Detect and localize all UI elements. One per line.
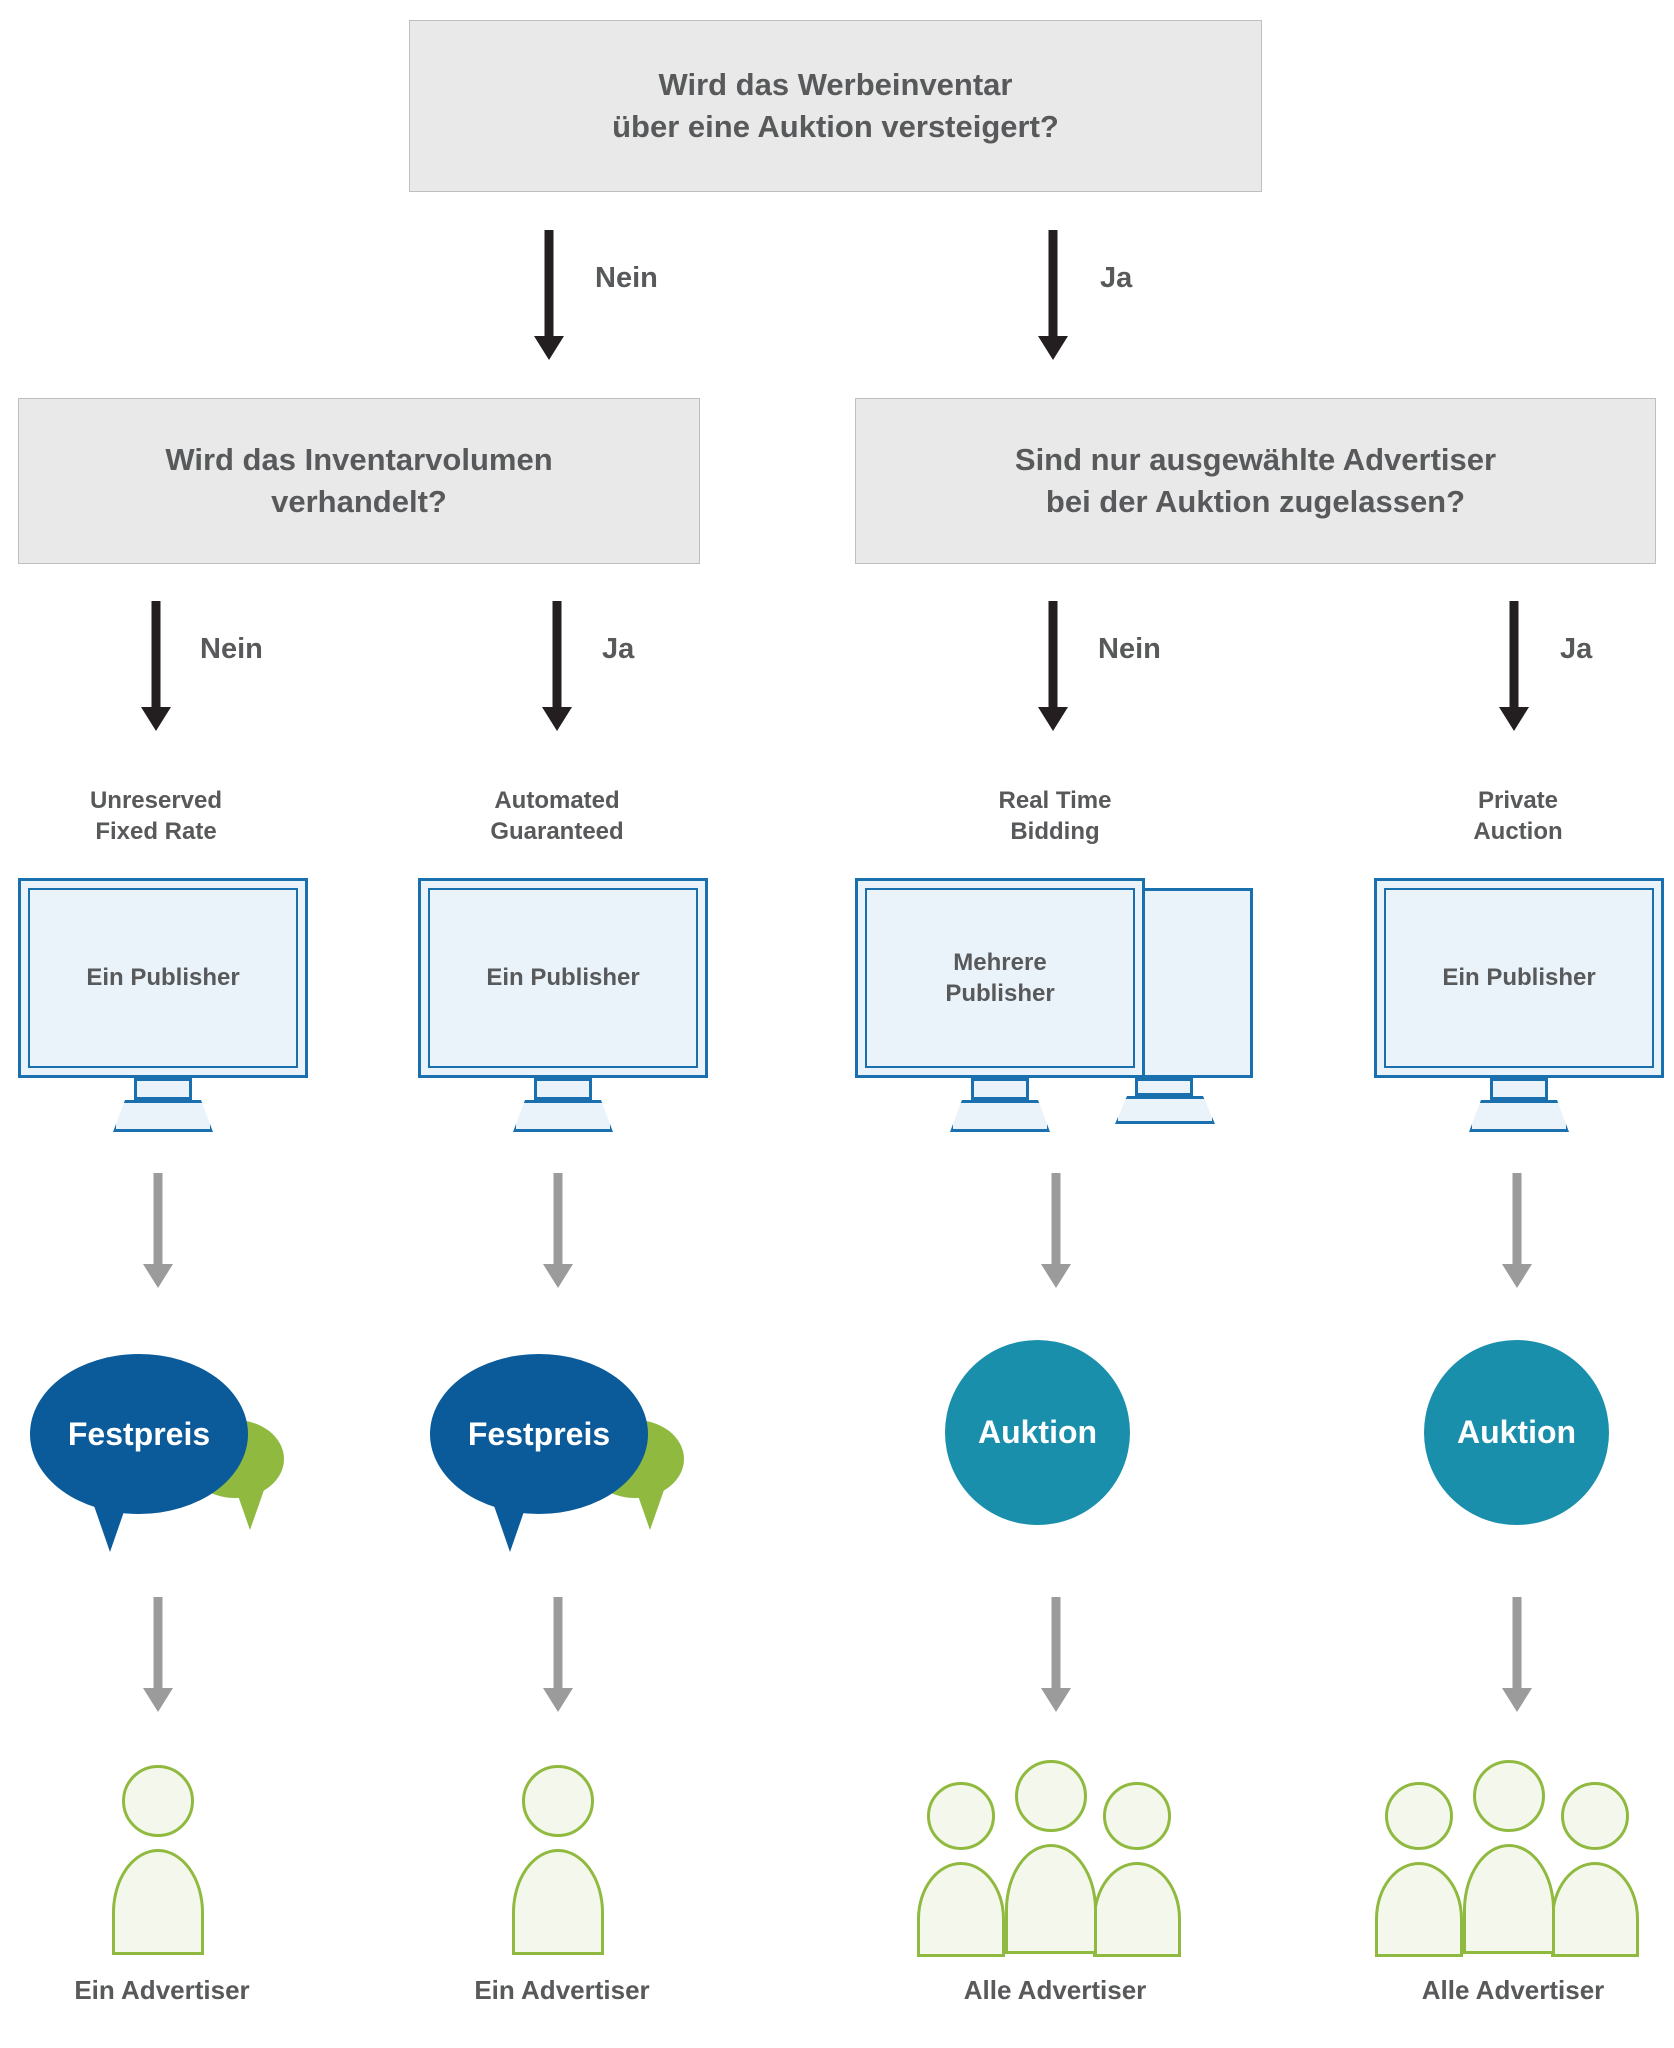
branch-title-line2: Auction <box>1473 818 1563 846</box>
person-icon <box>1549 1782 1645 1952</box>
pricing-private-auction <box>1424 1340 1644 1530</box>
branch-title-real-time-bidding <box>905 785 1205 847</box>
arrow-left-yes <box>537 601 577 731</box>
advertisers-automated-guaranteed <box>460 1765 660 1955</box>
person-icon <box>508 1765 608 1955</box>
pricing-automated-guaranteed <box>420 1340 690 1530</box>
question-left-line1: Wird das Inventarvolumen <box>165 442 553 478</box>
question-right-line2: bei der Auktion zugelassen? <box>1045 484 1466 519</box>
arrow-left-no <box>136 601 176 731</box>
edge-label-top-yes: Ja <box>1100 262 1133 294</box>
edge-label-right-no: Nein <box>1098 633 1161 665</box>
arrow-pricing-to-advertisers-1 <box>138 1597 178 1712</box>
pricing-bubble-main <box>945 1340 1130 1525</box>
arrow-monitor-to-pricing-4 <box>1497 1173 1537 1288</box>
branch-title-line2: Fixed Rate <box>95 818 217 846</box>
arrow-top-yes <box>1033 230 1073 360</box>
person-icon <box>1003 1760 1103 1955</box>
advertisers-label-unreserved-fixed-rate: Ein Advertiser <box>74 1975 250 2005</box>
publisher-label-line2: Publisher <box>945 980 1055 1007</box>
arrow-pricing-to-advertisers-3 <box>1036 1597 1076 1712</box>
publisher-label-line1: Mehrere <box>953 948 1047 976</box>
branch-title-line1: Real Time <box>998 787 1112 814</box>
arrow-top-no <box>529 230 569 360</box>
publisher-label-line1: Ein Publisher <box>486 964 640 992</box>
question-box-right <box>855 398 1656 564</box>
edge-label-top-no: Nein <box>595 262 658 294</box>
pricing-label: Auktion <box>1456 1414 1577 1450</box>
pricing-bubble-main <box>30 1354 248 1514</box>
monitor-private-auction <box>1374 878 1664 1128</box>
advertisers-real-time-bidding <box>905 1760 1205 1960</box>
person-icon <box>915 1782 1011 1952</box>
pricing-label: Auktion <box>977 1414 1098 1450</box>
advertisers-label-automated-guaranteed: Ein Advertiser <box>474 1975 650 2005</box>
question-right-line1: Sind nur ausgewählte Advertiser <box>1014 442 1497 478</box>
pricing-bubble-main-tail <box>92 1500 128 1552</box>
advertisers-private-auction <box>1363 1760 1663 1960</box>
branch-title-private-auction <box>1368 785 1668 847</box>
question-top-line2: über eine Auktion versteigert? <box>612 109 1059 144</box>
monitor-real-time-bidding-front <box>855 878 1145 1128</box>
question-left-line2: verhandelt? <box>271 484 447 519</box>
branch-title-line2: Guaranteed <box>490 818 624 846</box>
person-icon <box>108 1765 208 1955</box>
branch-title-automated-guaranteed <box>407 785 707 847</box>
arrow-right-yes <box>1494 601 1534 731</box>
arrow-monitor-to-pricing-2 <box>538 1173 578 1288</box>
person-icon <box>1461 1760 1561 1955</box>
advertisers-unreserved-fixed-rate <box>60 1765 260 1955</box>
pricing-bubble-accent-tail <box>236 1490 264 1530</box>
branch-title-line1: Private <box>1477 787 1559 814</box>
publisher-label-line1: Ein Publisher <box>1442 964 1596 992</box>
branch-title-line1: Automated <box>494 787 620 814</box>
monitor-automated-guaranteed <box>418 878 708 1128</box>
pricing-bubble-accent-tail <box>636 1490 664 1530</box>
arrow-right-no <box>1033 601 1073 731</box>
arrow-pricing-to-advertisers-4 <box>1497 1597 1537 1712</box>
arrow-monitor-to-pricing-1 <box>138 1173 178 1288</box>
person-icon <box>1091 1782 1187 1952</box>
monitor-unreserved-fixed-rate <box>18 878 308 1128</box>
arrow-pricing-to-advertisers-2 <box>538 1597 578 1712</box>
pricing-unreserved-fixed-rate <box>20 1340 290 1530</box>
pricing-bubble-main <box>1424 1340 1609 1525</box>
pricing-label: Festpreis <box>67 1415 211 1452</box>
pricing-bubble-main <box>430 1354 648 1514</box>
advertisers-label-private-auction: Alle Advertiser <box>1421 1975 1605 2005</box>
pricing-bubble-main-tail <box>492 1500 528 1552</box>
question-box-left <box>18 398 700 564</box>
question-box-top <box>409 20 1262 192</box>
advertisers-label-real-time-bidding: Alle Advertiser <box>963 1975 1147 2005</box>
edge-label-right-yes: Ja <box>1560 633 1593 665</box>
edge-label-left-yes: Ja <box>602 633 635 665</box>
branch-title-line1: Unreserved <box>89 787 223 814</box>
question-top-line1: Wird das Werbeinventar <box>658 67 1013 103</box>
branch-title-line2: Bidding <box>1010 818 1100 846</box>
branch-title-unreserved-fixed-rate <box>6 785 306 847</box>
publisher-label-line1: Ein Publisher <box>86 964 240 992</box>
pricing-label: Festpreis <box>467 1415 611 1452</box>
person-icon <box>1373 1782 1469 1952</box>
arrow-monitor-to-pricing-3 <box>1036 1173 1076 1288</box>
pricing-real-time-bidding <box>945 1340 1165 1530</box>
edge-label-left-no: Nein <box>200 633 263 665</box>
